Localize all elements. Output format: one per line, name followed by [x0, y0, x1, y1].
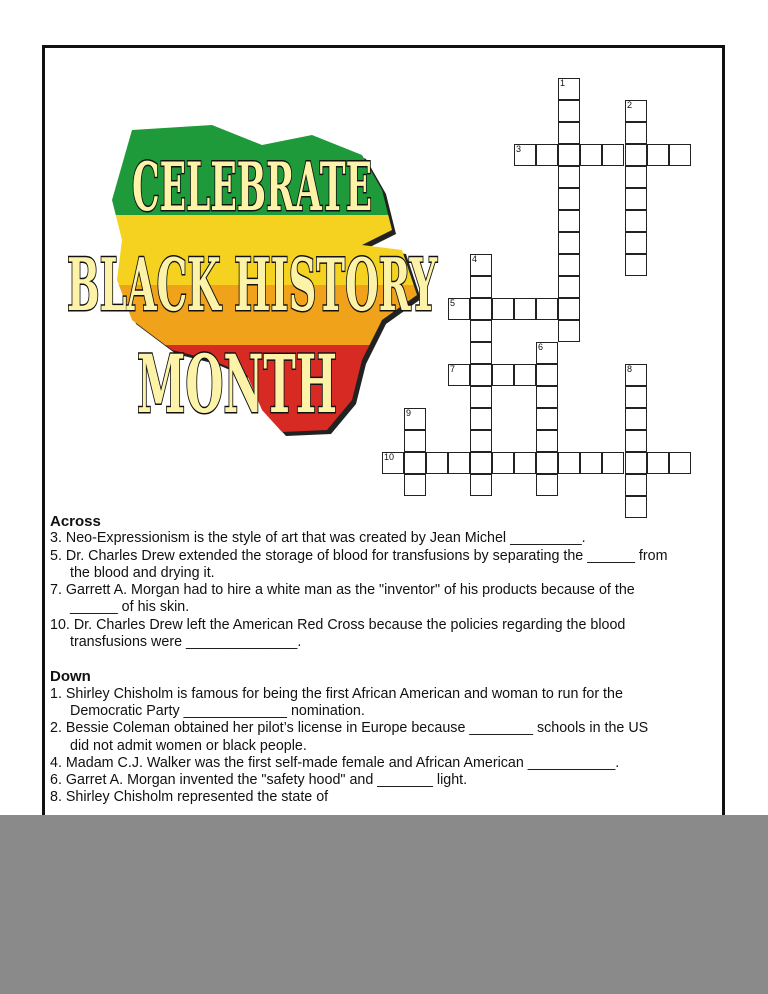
grid-cell[interactable]: [382, 452, 404, 474]
grid-cell[interactable]: [470, 342, 492, 364]
clue-number: 1: [560, 78, 566, 88]
grid-cell[interactable]: [558, 166, 580, 188]
clue-number: 2: [627, 100, 633, 110]
down-clue-6: 6. Garret A. Morgan invented the "safety hood" and _______ light.: [50, 772, 468, 789]
grid-cell[interactable]: [536, 144, 558, 166]
grid-cell[interactable]: [558, 254, 580, 276]
clue-number: 7: [450, 364, 456, 374]
down-clue-2: 2. Bessie Coleman obtained her pilot’s license in Europe because ________ schools in the US: [50, 720, 649, 737]
down-heading: Down: [50, 668, 91, 686]
grid-cell[interactable]: [558, 100, 580, 122]
grid-cell[interactable]: [514, 144, 536, 166]
grid-cell[interactable]: [536, 386, 558, 408]
grid-cell[interactable]: [558, 144, 580, 166]
grid-cell[interactable]: [625, 144, 647, 166]
clue-number: 8: [627, 364, 633, 374]
grid-cell[interactable]: [536, 408, 558, 430]
logo-line1: CELEBRATE: [132, 148, 372, 226]
across-heading: Across: [50, 513, 101, 530]
clue-number: 4: [472, 254, 478, 264]
down-clue-1-cont: Democratic Party _____________ nomination.: [70, 702, 365, 719]
across-clue-5-cont: the blood and drying it.: [70, 564, 215, 581]
grid-cell[interactable]: [625, 408, 647, 430]
grid-cell[interactable]: [625, 232, 647, 254]
grid-cell[interactable]: [536, 298, 558, 320]
down-clue-2-cont: did not admit women or black people.: [70, 737, 307, 754]
grid-cell[interactable]: [669, 144, 691, 166]
grid-cell[interactable]: [404, 408, 426, 430]
grid-cell[interactable]: [625, 364, 647, 386]
grid-cell[interactable]: [404, 474, 426, 496]
down-clue-4: 4. Madam C.J. Walker was the first self-made female and African American ___________.: [50, 754, 620, 771]
grid-cell[interactable]: [625, 254, 647, 276]
grid-cell[interactable]: [448, 364, 470, 386]
clue-number: 5: [450, 298, 456, 308]
grid-cell[interactable]: [558, 78, 580, 100]
across-clue-10: 10. Dr. Charles Drew left the American Red Cross because the policies regarding the blood: [50, 616, 626, 633]
grid-cell[interactable]: [558, 210, 580, 232]
grid-cell[interactable]: [602, 144, 624, 166]
grid-cell[interactable]: [647, 144, 669, 166]
down-clue-8: 8. Shirley Chisholm represented the state of: [50, 789, 329, 806]
grid-cell[interactable]: [470, 408, 492, 430]
grid-cell[interactable]: [470, 452, 492, 474]
grid-cell[interactable]: [514, 452, 536, 474]
clue-number: 9: [406, 408, 412, 418]
grid-cell[interactable]: [470, 474, 492, 496]
grid-cell[interactable]: [470, 254, 492, 276]
grid-cell[interactable]: [536, 342, 558, 364]
grid-cell[interactable]: [470, 430, 492, 452]
grid-cell[interactable]: [426, 452, 448, 474]
down-clue-1: 1. Shirley Chisholm is famous for being the first African American and woman to run for the: [50, 685, 623, 702]
grid-cell[interactable]: [625, 474, 647, 496]
grid-cell[interactable]: [625, 166, 647, 188]
grid-cell[interactable]: [625, 100, 647, 122]
across-clue-7-cont: ______ of his skin.: [70, 599, 190, 616]
grid-cell[interactable]: [470, 364, 492, 386]
grid-cell[interactable]: [602, 452, 624, 474]
grid-cell[interactable]: [625, 430, 647, 452]
grid-cell[interactable]: [536, 364, 558, 386]
grid-cell[interactable]: [514, 298, 536, 320]
grid-cell[interactable]: [625, 188, 647, 210]
grid-cell[interactable]: [625, 210, 647, 232]
across-clue-7: 7. Garrett A. Morgan had to hire a white man as the "inventor" of his products because of the: [50, 582, 635, 599]
grid-cell[interactable]: [558, 298, 580, 320]
across-clue-3: 3. Neo-Expressionism is the style of art that was created by Jean Michel _________.: [50, 530, 586, 547]
grid-cell[interactable]: [625, 122, 647, 144]
grid-cell[interactable]: [669, 452, 691, 474]
grid-cell[interactable]: [558, 188, 580, 210]
grid-cell[interactable]: [558, 276, 580, 298]
grid-cell[interactable]: [558, 320, 580, 342]
grid-cell[interactable]: [470, 276, 492, 298]
clue-number: 10: [384, 452, 395, 462]
across-clue-10-cont: transfusions were ______________.: [70, 634, 302, 651]
clue-number: 6: [538, 342, 544, 352]
grid-cell[interactable]: [580, 144, 602, 166]
grid-cell[interactable]: [536, 452, 558, 474]
grid-cell[interactable]: [404, 430, 426, 452]
grid-cell[interactable]: [492, 452, 514, 474]
clues-section: [50, 513, 730, 807]
grid-cell[interactable]: [448, 452, 470, 474]
gray-overlay: [0, 815, 768, 994]
clue-number: 3: [516, 144, 522, 154]
grid-cell[interactable]: [536, 474, 558, 496]
grid-cell[interactable]: [625, 452, 647, 474]
grid-cell[interactable]: [404, 452, 426, 474]
grid-cell[interactable]: [470, 320, 492, 342]
grid-cell[interactable]: [492, 364, 514, 386]
grid-cell[interactable]: [492, 298, 514, 320]
grid-cell[interactable]: [448, 298, 470, 320]
grid-cell[interactable]: [625, 386, 647, 408]
logo-line2: BLACK HISTORY: [67, 242, 438, 327]
grid-cell[interactable]: [536, 430, 558, 452]
grid-cell[interactable]: [470, 386, 492, 408]
grid-cell[interactable]: [647, 452, 669, 474]
across-clue-5: 5. Dr. Charles Drew extended the storage of blood for transfusions by separating the ______ from: [50, 547, 668, 564]
grid-cell[interactable]: [580, 452, 602, 474]
grid-cell[interactable]: [558, 452, 580, 474]
grid-cell[interactable]: [514, 364, 536, 386]
grid-cell[interactable]: [558, 122, 580, 144]
logo-line3: MONTH: [137, 337, 337, 431]
grid-cell[interactable]: [558, 232, 580, 254]
grid-cell[interactable]: [470, 298, 492, 320]
